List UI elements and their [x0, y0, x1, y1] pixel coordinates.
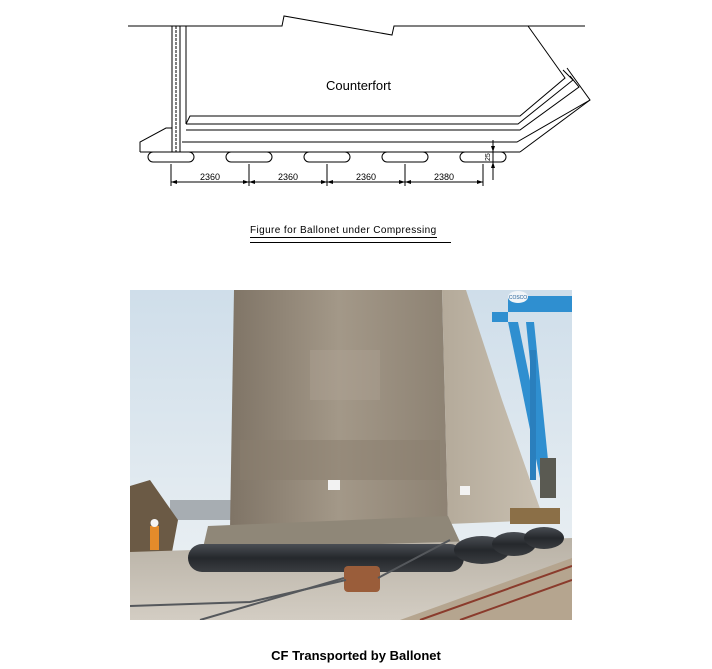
- counterfort-outline: [186, 26, 565, 124]
- spacing-label: 2380: [433, 172, 455, 182]
- spacing-label: 2360: [277, 172, 299, 182]
- ballonet-shape: [304, 152, 350, 162]
- distant-city: [170, 500, 240, 520]
- photo-caption: CF Transported by Ballonet: [271, 648, 441, 663]
- wall-stain: [240, 440, 440, 480]
- site-photo: [130, 290, 572, 620]
- dimension-arrow: [321, 180, 327, 184]
- scaffolding: [540, 458, 556, 498]
- dimension-arrow: [491, 162, 495, 168]
- dimension-arrow: [249, 180, 255, 184]
- base-slab-right: [520, 100, 590, 152]
- crane-sign-text: COSCO: [508, 295, 528, 301]
- dimension-arrow: [491, 146, 495, 152]
- dimension-arrow: [477, 180, 483, 184]
- dimension-arrow: [399, 180, 405, 184]
- base-slab-outline: [140, 128, 172, 152]
- ballonet-shape: [382, 152, 428, 162]
- worker-helmet: [151, 519, 159, 527]
- structure-label: Counterfort: [326, 78, 392, 93]
- spacing-label: 2360: [199, 172, 221, 182]
- dimension-arrow: [171, 180, 177, 184]
- ballonet-shape: [460, 152, 506, 162]
- worker: [150, 526, 159, 550]
- dimension-arrow: [243, 180, 249, 184]
- dimension-arrow: [405, 180, 411, 184]
- ballonet-shape: [148, 152, 194, 162]
- caption-underline: [250, 242, 451, 243]
- spacing-label: 2360: [355, 172, 377, 182]
- wall-notice: [460, 486, 470, 495]
- dimension-arrow: [327, 180, 333, 184]
- wall-notice: [328, 480, 340, 490]
- figure-caption: Figure for Ballonet under Compressing: [250, 225, 437, 236]
- counterfort-block-face: [230, 290, 448, 528]
- ballonet: [188, 544, 464, 572]
- winch-block: [344, 566, 380, 592]
- ballonet: [524, 527, 564, 549]
- top-edge-line: [128, 16, 585, 35]
- ballonet-shape: [226, 152, 272, 162]
- wall-stain: [310, 350, 380, 400]
- height-label: 25: [485, 153, 492, 161]
- counterfort-drawing: [0, 0, 712, 250]
- timber-stack: [510, 508, 560, 524]
